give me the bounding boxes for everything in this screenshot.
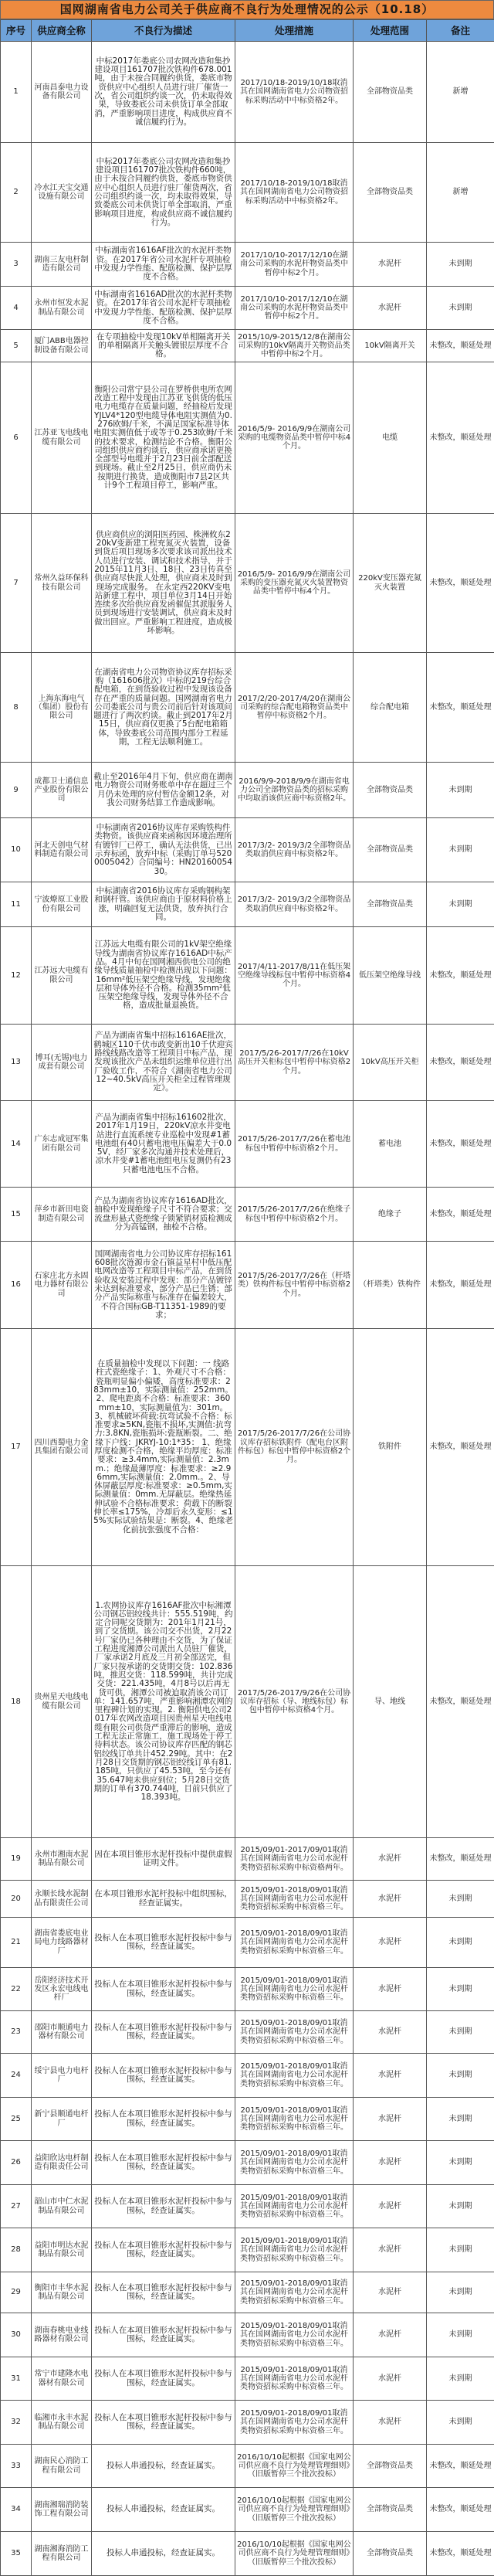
row-number: 23 — [1, 2011, 32, 2054]
remark: 未整改，顺延处理 — [427, 1329, 494, 1566]
row-number: 14 — [1, 1101, 32, 1188]
remark: 未整改，顺延处理 — [427, 2445, 494, 2488]
remark: 未到期 — [427, 1881, 494, 1918]
penalty-measure: 2015/09/01-2018/09/01取消其在国网湖南省电力公司水泥杆类物资招标采购中标资格三年。 — [235, 2272, 354, 2313]
penalty-scope: 水泥杆 — [354, 2054, 427, 2098]
supplier-name: 博耳(无锡)电力成套有限公司 — [32, 1025, 92, 1101]
penalty-scope: 10kV高压开关柜 — [354, 1025, 427, 1101]
penalty-measure: 2016/9/9-2018/9/9在湖南省电力公司全部物资品类的招标采购中均取消该供应商中标资格2年。 — [235, 763, 354, 818]
misconduct-description: 投标人在本项目锥形水泥杆投标中参与围标，经查证属实。 — [92, 1968, 235, 2011]
penalty-scope: 水泥杆 — [354, 1838, 427, 1881]
row-number: 34 — [1, 2488, 32, 2532]
penalty-scope: 水泥杆 — [354, 287, 427, 330]
remark: 未到期 — [427, 818, 494, 882]
table-row — [1, 1918, 494, 1968]
table-row — [1, 818, 494, 882]
header-description: 不良行为描述 — [92, 20, 235, 42]
remark: 未整改，顺延处理 — [427, 330, 494, 362]
table-row — [1, 514, 494, 653]
penalty-scope: 全部物资品类 — [354, 2488, 427, 2532]
penalty-scope: 水泥杆 — [354, 2228, 427, 2272]
row-number: 25 — [1, 2098, 32, 2141]
penalty-measure: 2017/2/20-2017/4/20在湖南公司采购的综合配电箱物资品类中暂停中标资格2个月。 — [235, 653, 354, 763]
remark: 未到期 — [427, 2228, 494, 2272]
penalty-scope: 水泥杆 — [354, 1881, 427, 1918]
misconduct-description: 投标人在本项目锥形水泥杆投标中参与围标，经查证属实。 — [92, 2054, 235, 2098]
misconduct-description: 在湖南省电力公司物资协议库存招标采购（161606批次）中标的219台综合配电箱，在到货验收过程中发现该设备存在严重的质量问题。国网湖南省电力公司娄底公司与贵公司前后针对该项问题进行了两次约谈。截止到2017年2月15日，供应商仅更换了5台配电箱箱体，导致娄底公司范围内部分工程延期，工程无法顺利施工。 — [92, 653, 235, 763]
penalty-measure: 2017/5/26-2017/7/26在（杆塔类）铁构件标包中暂停中标资格2个月。 — [235, 1242, 354, 1329]
misconduct-description: 供应商供应的浏阳医药园、株洲攸东220kV变新建工程充氮灭火装置，设备到货后项目现场多次要求该司派出技术人员进行安装、调试和技术指导，并于2015年11月3日、18日、23日传真至供应商尽快派人处理，供应商未及时到现场完成服务。 在永定西220KV变电站新建工程中，项目单位3月14日开始连续多次给供应商发函催促其派服务人员到现场进行安装调试，供应商未及时做出回应。严重影响工程进度，造成极坏影响。 — [92, 514, 235, 653]
row-number: 31 — [1, 2357, 32, 2401]
remark: 未到期 — [427, 243, 494, 287]
misconduct-description: 截止至2016年4月下旬，供应商在湖南电力物资公司财务账单中存在超过三个月仍未处理的应付暂估金额12条，对我公司财务结算工作造成影响。 — [92, 763, 235, 818]
penalty-scope: 水泥杆 — [354, 2313, 427, 2357]
row-number: 21 — [1, 1918, 32, 1968]
supplier-name: 邵阳市顺通电力器材有限公司 — [32, 2011, 92, 2054]
penalty-measure: 2015/09/01-2018/09/01取消其在国网湖南省电力公司水泥杆类物资招标采购中标资格三年。 — [235, 1968, 354, 2011]
table-row — [1, 653, 494, 763]
header-scope: 处理范围 — [354, 20, 427, 42]
remark: 未整改，顺延处理 — [427, 2488, 494, 2532]
penalty-measure: 2015/09/01-2018/09/01取消其在国网湖南省电力公司水泥杆类物资招标采购中标资格三年。 — [235, 2185, 354, 2228]
supplier-name: 上海东海电气（集团）股份有限公司 — [32, 653, 92, 763]
supplier-name: 常宁市建隆水电器材有限公司 — [32, 2357, 92, 2401]
row-number: 32 — [1, 2401, 32, 2445]
penalty-measure: 2016/10/10起根据《国家电网公司供应商不良行为处理管理细则》（旧版暂停三个批次投标） — [235, 2532, 354, 2576]
misconduct-description: 投标人在本项目锥形水泥杆投标中参与围标，经查证属实。 — [92, 2272, 235, 2313]
misconduct-description: 在本项目锥形水泥杆投标中组织围标，经查证属实。 — [92, 1881, 235, 1918]
row-number: 3 — [1, 243, 32, 287]
penalty-scope: 全部物资品类 — [354, 42, 427, 143]
table-header-row — [1, 20, 494, 42]
row-number: 26 — [1, 2141, 32, 2185]
row-number: 29 — [1, 2272, 32, 2313]
supplier-name: 湖南春桃电业线路器材有限公司 — [32, 2313, 92, 2357]
misconduct-description: 投标人串通投标，经查证属实。 — [92, 2532, 235, 2576]
penalty-measure: 2015/09/01-2018/09/01取消其在国网湖南省电力公司水泥杆类物资招标采购中标资格三年。 — [235, 2011, 354, 2054]
remark: 未到期 — [427, 1918, 494, 1968]
penalty-scope: 全部物资品类 — [354, 143, 427, 243]
penalty-scope: 水泥杆 — [354, 2401, 427, 2445]
remark: 未整改，顺延处理 — [427, 927, 494, 1025]
penalty-scope: 水泥杆 — [354, 2185, 427, 2228]
row-number: 20 — [1, 1881, 32, 1918]
table-row — [1, 2141, 494, 2185]
misconduct-description: 投标人在本项目锥形水泥杆投标中参与围标，经查证属实。 — [92, 1918, 235, 1968]
misconduct-description: 投标人在本项目锥形水泥杆投标中参与围标，经查证属实。 — [92, 2357, 235, 2401]
remark: 未到期 — [427, 2185, 494, 2228]
remark: 未到期 — [427, 287, 494, 330]
remark: 未整改，顺延处理 — [427, 362, 494, 514]
supplier-name: 冷水江天宝交通设施有限公司 — [32, 143, 92, 243]
row-number: 4 — [1, 287, 32, 330]
misconduct-description: 1.农网协议库存1616AF批次中标湘潭公司钢芯铝绞线共计：555.519吨，约定合同呢交货期为：201年1月21号，到了交货期。该公司交不出货，2月22号厂家仍已各种理由不交货，为了保证工程进度湘潭公司派出人员驻厂催货，厂家承诺2月底及三月初全部送完，但厂家只按承诺的交货期交货：102.836吨，推迟交货：118.599吨，共计完成交货：221.435吨，4月8号以后再无货可供，湘潭公司被迫取消该公司订单：141.657吨，严重影响湘潭农网的里程碑计划的实现。2. 衡阳供电公司2017年农网改造项目因贵州星天电线电缆有限公司供货严重滞后的影响，造成工程无法正常施工，施工现场处于停工待料状态。该公司协议库存匹配的钢芯铝绞线订单共计452.29吨。其中：在2月28日交货期的钢芯铝绞线订单有81.185吨，只供应了45.53吨，至今还有35.647吨未供应到位；5月28日交货期的订单有370.744吨，目前只供应了18.393吨。 — [92, 1566, 235, 1838]
supplier-name: 永州市恒发水泥制品有限公司 — [32, 287, 92, 330]
supplier-name: 厦门ABB电器控制设备有限公司 — [32, 330, 92, 362]
row-number: 6 — [1, 362, 32, 514]
supplier-name: 益阳市明达水泥制品有限公司 — [32, 2228, 92, 2272]
table-row — [1, 2272, 494, 2313]
remark: 新增 — [427, 42, 494, 143]
table-row — [1, 2532, 494, 2576]
penalty-scope: 全部物资品类 — [354, 818, 427, 882]
penalty-scope: 水泥杆 — [354, 2011, 427, 2054]
penalty-scope: 水泥杆 — [354, 2357, 427, 2401]
penalty-measure: 2017/10/18-2019/10/18取消其在国网湖南省电力公司物资招标采购活动中中标资格2年。 — [235, 42, 354, 143]
supplier-name: 新宁县顺通电杆厂 — [32, 2098, 92, 2141]
row-number: 9 — [1, 763, 32, 818]
remark: 未整改，顺延处理 — [427, 1566, 494, 1838]
row-number: 15 — [1, 1188, 32, 1242]
penalty-scope: 水泥杆 — [354, 1918, 427, 1968]
penalty-measure: 2017/4/11-2017/8/11在低压架空绝缘导线标包中暂停中标资格4个月。 — [235, 927, 354, 1025]
misconduct-description: 在专项抽检中发现10kV单相隔离开关的单相隔离开关触头镀银层厚度不合格。 — [92, 330, 235, 362]
table-row — [1, 927, 494, 1025]
penalty-scope: 10kV隔离开关 — [354, 330, 427, 362]
misconduct-description: 衡阳公司常宁县公司在罗桥供电所农网改造工程中发现由江苏亚飞供货的低压电力电缆存在质量问题，经抽检后发现YJLV4*120型电缆导体电阻实测值为0.276欧姆/千米，不满足国家标准导体电阻实测值低于或等于0.253欧姆/千米的技术要求，检测结论不合格。衡阳公司组织供应商约谈后，供应商承诺更换全部型号电缆并于2月23日前全部配送到现场。截止至2月25日，供应商仍未按期进行换货，造成衡阳市7县2区共计9个工程项目停工，影响严重。 — [92, 362, 235, 514]
penalty-measure: 2017/5/26-2017/7/26在绝缘子标包中暂停中标资格2个月。 — [235, 1188, 354, 1242]
table-row — [1, 2011, 494, 2054]
penalty-measure: 2016/10/10起根据《国家电网公司供应商不良行为处理管理细则》（旧版暂停三个批次投标） — [235, 2488, 354, 2532]
remark: 未整改，顺延处理 — [427, 2532, 494, 2576]
remark: 未到期 — [427, 2054, 494, 2098]
row-number: 12 — [1, 927, 32, 1025]
row-number: 22 — [1, 1968, 32, 2011]
penalty-measure: 2017/5/26-2017/9/26在公司协议库存招标（导、地线标包）标包中暂停中标资格4个月。 — [235, 1566, 354, 1838]
penalty-measure: 2015/09/01-2018/09/01取消其在国网湖南省电力公司水泥杆类物资招标采购中标资格三年。 — [235, 2313, 354, 2357]
remark: 未到期 — [427, 1968, 494, 2011]
supplier-name: 石家庄北方永固电力器材有限公司 — [32, 1242, 92, 1329]
supplier-name: 宁波燎原工业股份有限公司 — [32, 882, 92, 927]
penalty-measure: 2017/10/10-2017/12/10在湖南公司采购的水泥杆物资品类中暂停中标2个月。 — [235, 243, 354, 287]
supplier-name: 四川西蜀电力金具集团有限公司 — [32, 1329, 92, 1566]
misconduct-description: 投标人在本项目锥形水泥杆投标中参与围标，经查证属实。 — [92, 2011, 235, 2054]
header-note: 备注 — [427, 20, 494, 42]
misconduct-description: 中标2017年娄底公司农网改造和集抄建设项目161707批次铁构件660吨，由于未按合同履约供货，娄底市物资供应中心组织人员进行驻厂催货两次，省公司组织约谈一次，均未取得效果，导致娄底公司未供货订单全部取消，严重影响项目进度，构成供应商不诚信履约行为。 — [92, 143, 235, 243]
table-row — [1, 1329, 494, 1566]
remark: 未到期 — [427, 2011, 494, 2054]
table-row — [1, 1838, 494, 1881]
table-row — [1, 2488, 494, 2532]
misconduct-description: 国网湖南省电力公司协议库存招标161608批次涟源市金石镇益星村中低压配电网改造等工程项目中标产品，在到货验收及安装过程中发现：部分产品镀锌未达到标准要求，部分产品已生锈；部分产品实际称重与标准存在偏差较大，不符合国标GB-T11351-1989的要求； — [92, 1242, 235, 1329]
remark: 未整改，顺延处理 — [427, 653, 494, 763]
row-number: 18 — [1, 1566, 32, 1838]
supplier-name: 湖南民心消防工程有限公司 — [32, 2445, 92, 2488]
row-number: 11 — [1, 882, 32, 927]
row-number: 35 — [1, 2532, 32, 2576]
row-number: 8 — [1, 653, 32, 763]
penalty-scope: 全部物资品类 — [354, 882, 427, 927]
supplier-name: 河北天创电气材料制造有限公司 — [32, 818, 92, 882]
misconduct-description: 在质量抽检中发现以下问题：一 线路柱式瓷绝缘子：1、外观尺寸不合格：瓷瓶明显偏小偏矮，高度标准要求：283mm±10，实际测量值：252mm。2、爬电距离不合格：标准要求：360mm±10，实际测量值为：301m。3、机械破坏荷载:抗弯试验不合格：标准要求≥5KN,瓷瓶不损坏,实测值:抗弯力:3.8KN,瓷瓶损坏:瓷瓶断裂。二、绝缘下户线：JKRYJ-10:1*35： 1、绝缘厚度检测不合格，绝缘平均厚度：标准要求：≥3.4mm,实际测量值：2.3mm.；绝缘最薄厚度：标准要求：≥2.96mm,实际测量值：2.0mm.。2、导体屏蔽层厚度:标准要求：≥0.5mm,实际测量值：0mm.无屏蔽层。绝缘热延伸试验不合格标准要求：荷载下的断裂伸长率≤175%，冷却后永久变形：≤15%实际试验结果是：断裂。4、绝缘老化前抗张强度不合格： — [92, 1329, 235, 1566]
misconduct-description: 中标湖南省1616AD批次的水泥杆类物资。在2017年省公司水泥杆专项抽检中发现力学性能、配筋检测、保护层厚度不合格。 — [92, 287, 235, 330]
supplier-name: 常州久益环保科技有限公司 — [32, 514, 92, 653]
penalty-measure: 2016/10/10起根据《国家电网公司供应商不良行为处理管理细则》（旧版暂停三个批次投标） — [235, 2445, 354, 2488]
supplier-name: 韶山市中仁水泥制品有限公司 — [32, 2185, 92, 2228]
table-row — [1, 1242, 494, 1329]
table-row — [1, 763, 494, 818]
misconduct-description: 投标人在本项目锥形水泥杆投标中参与围标，经查证属实。 — [92, 2185, 235, 2228]
table-row — [1, 42, 494, 143]
penalty-scope: 综合配电箱 — [354, 653, 427, 763]
remark: 未整改，顺延处理 — [427, 1838, 494, 1881]
penalty-measure: 2016/5/9- 2016/9/9在湖南公司采购的电缆物资品类中暂停中标4个月。 — [235, 362, 354, 514]
row-number: 30 — [1, 2313, 32, 2357]
supplier-name: 萍乡市新田电瓷制造有限公司 — [32, 1188, 92, 1242]
table-row — [1, 1188, 494, 1242]
table-row — [1, 2185, 494, 2228]
misconduct-description: 因在本项目锥形水泥杆投标中提供虚假证明文件。 — [92, 1838, 235, 1881]
table-row — [1, 330, 494, 362]
misconduct-description: 投标人在本项目锥形水泥杆投标中参与围标，经查证属实。 — [92, 2098, 235, 2141]
supplier-name: 永州市湘南水泥制品有限公司 — [32, 1838, 92, 1881]
penalty-measure: 2017/10/10-2017/12/10在湖南公司采购的水泥杆物资品类中暂停中标2个月。 — [235, 287, 354, 330]
page-title: 国网湖南省电力公司关于供应商不良行为处理情况的公示（10.18） — [0, 0, 494, 19]
supplier-name: 绥宁县电力电杆厂 — [32, 2054, 92, 2098]
remark: 未到期 — [427, 2313, 494, 2357]
supplier-name: 湖南湘瑞消防装饰工程有限公司 — [32, 2488, 92, 2532]
remark: 新增 — [427, 143, 494, 243]
penalty-measure: 2015/09/01-2018/09/01取消其在国网湖南省电力公司水泥杆类物资招标采购中标资格三年。 — [235, 2357, 354, 2401]
penalty-scope: 水泥杆 — [354, 2272, 427, 2313]
penalty-measure: 2017/3/2- 2019/3/2全部物资品类取消供应商中标资格2年。 — [235, 882, 354, 927]
misconduct-description: 中标湖南省2016协议库存采购铁构件类物资。该供应商来函称因环境治理所有镀锌厂已停工，确认无法供货，已出示弃标函，放弃中标（采购订单号5200005042）合同编号：HN2016005430。 — [92, 818, 235, 882]
row-number: 27 — [1, 2185, 32, 2228]
penalty-measure: 2015/09/01-2018/09/01取消其在国网湖南省电力公司水泥杆类物资招标采购中标资格三年。 — [235, 1881, 354, 1918]
remark: 未到期 — [427, 2272, 494, 2313]
supplier-name: 贵州星天电线电缆有限公司 — [32, 1566, 92, 1838]
misconduct-description: 投标人在本项目锥形水泥杆投标中参与围标，经查证属实。 — [92, 2228, 235, 2272]
misconduct-description: 产品为湖南省集中招标1616AE批次，鹤城区110千伏市政变新出10千伏迎宾路线线路改造等工程项目中标产品，现发现该批次产品未组织运维单位进行出厂验收工作，不符合《湖南省电力公司12~40.5kV高压开关柜全过程管理规定》。 — [92, 1025, 235, 1101]
penalty-measure: 2017/5/26-2017/7/26在10kV高压开关柜标包中暂停中标资格2个月。 — [235, 1025, 354, 1101]
row-number: 10 — [1, 818, 32, 882]
remark: 未到期 — [427, 2357, 494, 2401]
penalty-measure: 2017/10/18-2019/10/18取消其在国网湖南省电力公司物资招标采购活动中中标资格2年。 — [235, 143, 354, 243]
table-row — [1, 1881, 494, 1918]
penalty-scope: 220kV变压器充氮灭火装置 — [354, 514, 427, 653]
row-number: 28 — [1, 2228, 32, 2272]
supplier-name: 江苏远大电缆有限公司 — [32, 927, 92, 1025]
row-number: 17 — [1, 1329, 32, 1566]
penalty-scope: 铁附件 — [354, 1329, 427, 1566]
penalty-scope: 低压架空绝缘导线 — [354, 927, 427, 1025]
penalty-measure: 2015/09/01-2018/09/01取消其在国网湖南省电力公司水泥杆类物资招标采购中标资格三年。 — [235, 2401, 354, 2445]
penalty-scope: 全部物资品类 — [354, 763, 427, 818]
remark: 未到期 — [427, 2401, 494, 2445]
header-supplier: 供应商全称 — [32, 20, 92, 42]
remark: 未到期 — [427, 763, 494, 818]
penalty-measure: 2015/09/01-2018/09/01取消其在国网湖南省电力公司水泥杆类物资招标采购中标资格三年。 — [235, 2054, 354, 2098]
row-number: 7 — [1, 514, 32, 653]
supplier-name: 江苏亚飞电线电缆有限公司 — [32, 362, 92, 514]
penalty-measure: 2015/09/01-2017/09/01取消其在国网湖南省电力公司水泥杆类物资招标采购中标资格两年。 — [235, 1838, 354, 1881]
misconduct-description: 投标人串通投标，经查证属实。 — [92, 2445, 235, 2488]
supplier-name: 永顺长线水泥制品有限责任公司 — [32, 1881, 92, 1918]
misconduct-description: 中标2017年娄底公司农网改造和集抄建设项目161707批次铁构件678.001吨，由于未按合同履约供货，娄底市物资供应中心组织人员进行驻厂催货一次，省公司组织约谈一次，仍未取得效果，导致娄底公司未供货订单全部取消，严重影响项目进度，构成供应商不诚信履约行为。 — [92, 42, 235, 143]
header-no: 序号 — [1, 20, 32, 42]
supplier-name: 湖南三友电杆制造有限公司 — [32, 243, 92, 287]
row-number: 2 — [1, 143, 32, 243]
supplier-name: 湖南省娄底电业局电力线路器材厂 — [32, 1918, 92, 1968]
table-row — [1, 2445, 494, 2488]
penalty-measure: 2016/5/9- 2016/9/9在湖南公司采购的变压器充氮灭火装置物资品类中暂停中标4个月。 — [235, 514, 354, 653]
penalty-measure: 2017/5/26-2017/7/26在蓄电池标包中暂停中标资格2个月。 — [235, 1101, 354, 1188]
header-measure: 处理措施 — [235, 20, 354, 42]
misconduct-description: 产品为湖南省协议库存1616AD批次，抽检中发现绝缘子尺寸不符合要求；交流盘形悬式瓷绝缘子锁紧销材质检测成分为高锰钢，抽检不合格。 — [92, 1188, 235, 1242]
penalty-scope: 全部物资品类 — [354, 2445, 427, 2488]
table-row — [1, 2357, 494, 2401]
penalty-scope: 绝缘子 — [354, 1188, 427, 1242]
row-number: 16 — [1, 1242, 32, 1329]
row-number: 5 — [1, 330, 32, 362]
penalty-scope: 水泥杆 — [354, 2141, 427, 2185]
table-row — [1, 2228, 494, 2272]
table-row — [1, 287, 494, 330]
penalty-measure: 2015/09/01-2018/09/01取消其在国网湖南省电力公司水泥杆类物资招标采购中标资格三年。 — [235, 2141, 354, 2185]
penalty-measure: 2015/10/9-2015/12/8在湖南公司采购的10kV隔离开关物资品类中暂停中标2个月。 — [235, 330, 354, 362]
table-row — [1, 2054, 494, 2098]
supplier-name: 成都卫士通信息产业股份有限公司 — [32, 763, 92, 818]
table-row — [1, 1025, 494, 1101]
row-number: 19 — [1, 1838, 32, 1881]
remark: 未整改，顺延处理 — [427, 1101, 494, 1188]
table-row — [1, 1566, 494, 1838]
misconduct-description: 江苏远大电缆有限公司的1kV架空绝缘导线为湖南省协议库存1616AD中标产品。4月中旬在国网湘西供电公司的绝缘导线质量抽检中检测出现以下问题：16mm²低压架空绝缘导线，发现绝缘层和导体外径不合格。检测35mm²低压架空绝缘导线，发现导体外径不合格，造成批量退换货。 — [92, 927, 235, 1025]
table-row — [1, 1101, 494, 1188]
penalty-measure: 2015/09/01-2018/09/01取消其在国网湖南省电力公司水泥杆类物资招标采购中标资格三年。 — [235, 2098, 354, 2141]
table-row — [1, 143, 494, 243]
penalty-scope: 水泥杆 — [354, 1968, 427, 2011]
penalty-scope: 导、地线 — [354, 1566, 427, 1838]
supplier-name: 岳阳经济技术开发区永宏电线电杆厂 — [32, 1968, 92, 2011]
supplier-name: 衡阳市丰华水泥制品有限公司 — [32, 2272, 92, 2313]
table-row — [1, 243, 494, 287]
table-row — [1, 1968, 494, 2011]
supplier-name: 湖南湘海消防工程有限公司 — [32, 2532, 92, 2576]
penalty-measure: 2015/09/01-2018/09/01取消其在国网湖南省电力公司水泥杆类物资招标采购中标资格三年。 — [235, 1918, 354, 1968]
remark: 未整改，顺延处理 — [427, 1188, 494, 1242]
remark: 未整改，顺延处理 — [427, 1242, 494, 1329]
remark: 未整改，顺延处理 — [427, 1025, 494, 1101]
row-number: 33 — [1, 2445, 32, 2488]
supplier-name: 临湘市永丰水泥制品有限公司 — [32, 2401, 92, 2445]
penalty-scope: 蓄电池 — [354, 1101, 427, 1188]
misconduct-description: 中标湖南省1616AF批次的水泥杆类物资。在2017年省公司水泥杆专项抽检中发现力学性能、配筋检测、保护层厚度不合格。 — [92, 243, 235, 287]
penalty-measure: 2017/5/26-2017/7/26在公司协议库存招标铁附件（配电台区附件标包）标包中暂停中标资格2个月。 — [235, 1329, 354, 1566]
penalty-scope: 水泥杆 — [354, 2098, 427, 2141]
penalty-measure: 2017/3/2- 2019/3/2全部物资品类取消供应商中标资格2年。 — [235, 818, 354, 882]
table-row — [1, 2313, 494, 2357]
misconduct-description: 投标人在本项目锥形水泥杆投标中参与围标，经查证属实。 — [92, 2141, 235, 2185]
row-number: 24 — [1, 2054, 32, 2098]
remark: 未到期 — [427, 882, 494, 927]
misconduct-description: 投标人在本项目锥形水泥杆投标中参与围标，经查证属实。 — [92, 2313, 235, 2357]
penalty-measure: 2015/09/01-2018/09/01取消其在国网湖南省电力公司水泥杆类物资招标采购中标资格三年。 — [235, 2228, 354, 2272]
table-row — [1, 2401, 494, 2445]
supplier-name: 广东志成冠军集团有限公司 — [32, 1101, 92, 1188]
misconduct-description: 投标人串通投标，经查证属实。 — [92, 2488, 235, 2532]
table-row — [1, 2098, 494, 2141]
remark: 未到期 — [427, 2098, 494, 2141]
remark: 未整改，顺延处理 — [427, 514, 494, 653]
misconduct-description: 中标湖南省2016协议库存采购钢构架和钢杆管。该供应商由于原材料价格上涨，明确回复无法供货，放弃执行合同。 — [92, 882, 235, 927]
row-number: 13 — [1, 1025, 32, 1101]
remark: 未到期 — [427, 2141, 494, 2185]
table-row — [1, 882, 494, 927]
misconduct-description: 产品为湖南省集中招标161602批次，2017年1月19日，220kV凉水井变电站进行直流系统专业巡检中发现#1蓄电池组有40只蓄电池电压偏差大于0.05V，经厂家多次沟通并技术处理后，凉水井变#1蓄电池组电压复测仍有23只蓄电池电压不合格。 — [92, 1101, 235, 1188]
supplier-penalty-table — [0, 19, 494, 2576]
row-number: 1 — [1, 42, 32, 143]
supplier-name: 益阳欣达电杆制造有限责任公司 — [32, 2141, 92, 2185]
supplier-name: 河南昌泰电力设备有限公司 — [32, 42, 92, 143]
misconduct-description: 投标人在本项目锥形水泥杆投标中参与围标，经查证属实。 — [92, 2401, 235, 2445]
penalty-scope: 电缆 — [354, 362, 427, 514]
penalty-scope: 全部物资品类 — [354, 2532, 427, 2576]
penalty-scope: 水泥杆 — [354, 243, 427, 287]
table-row — [1, 362, 494, 514]
penalty-scope: （杆塔类）铁构件 — [354, 1242, 427, 1329]
